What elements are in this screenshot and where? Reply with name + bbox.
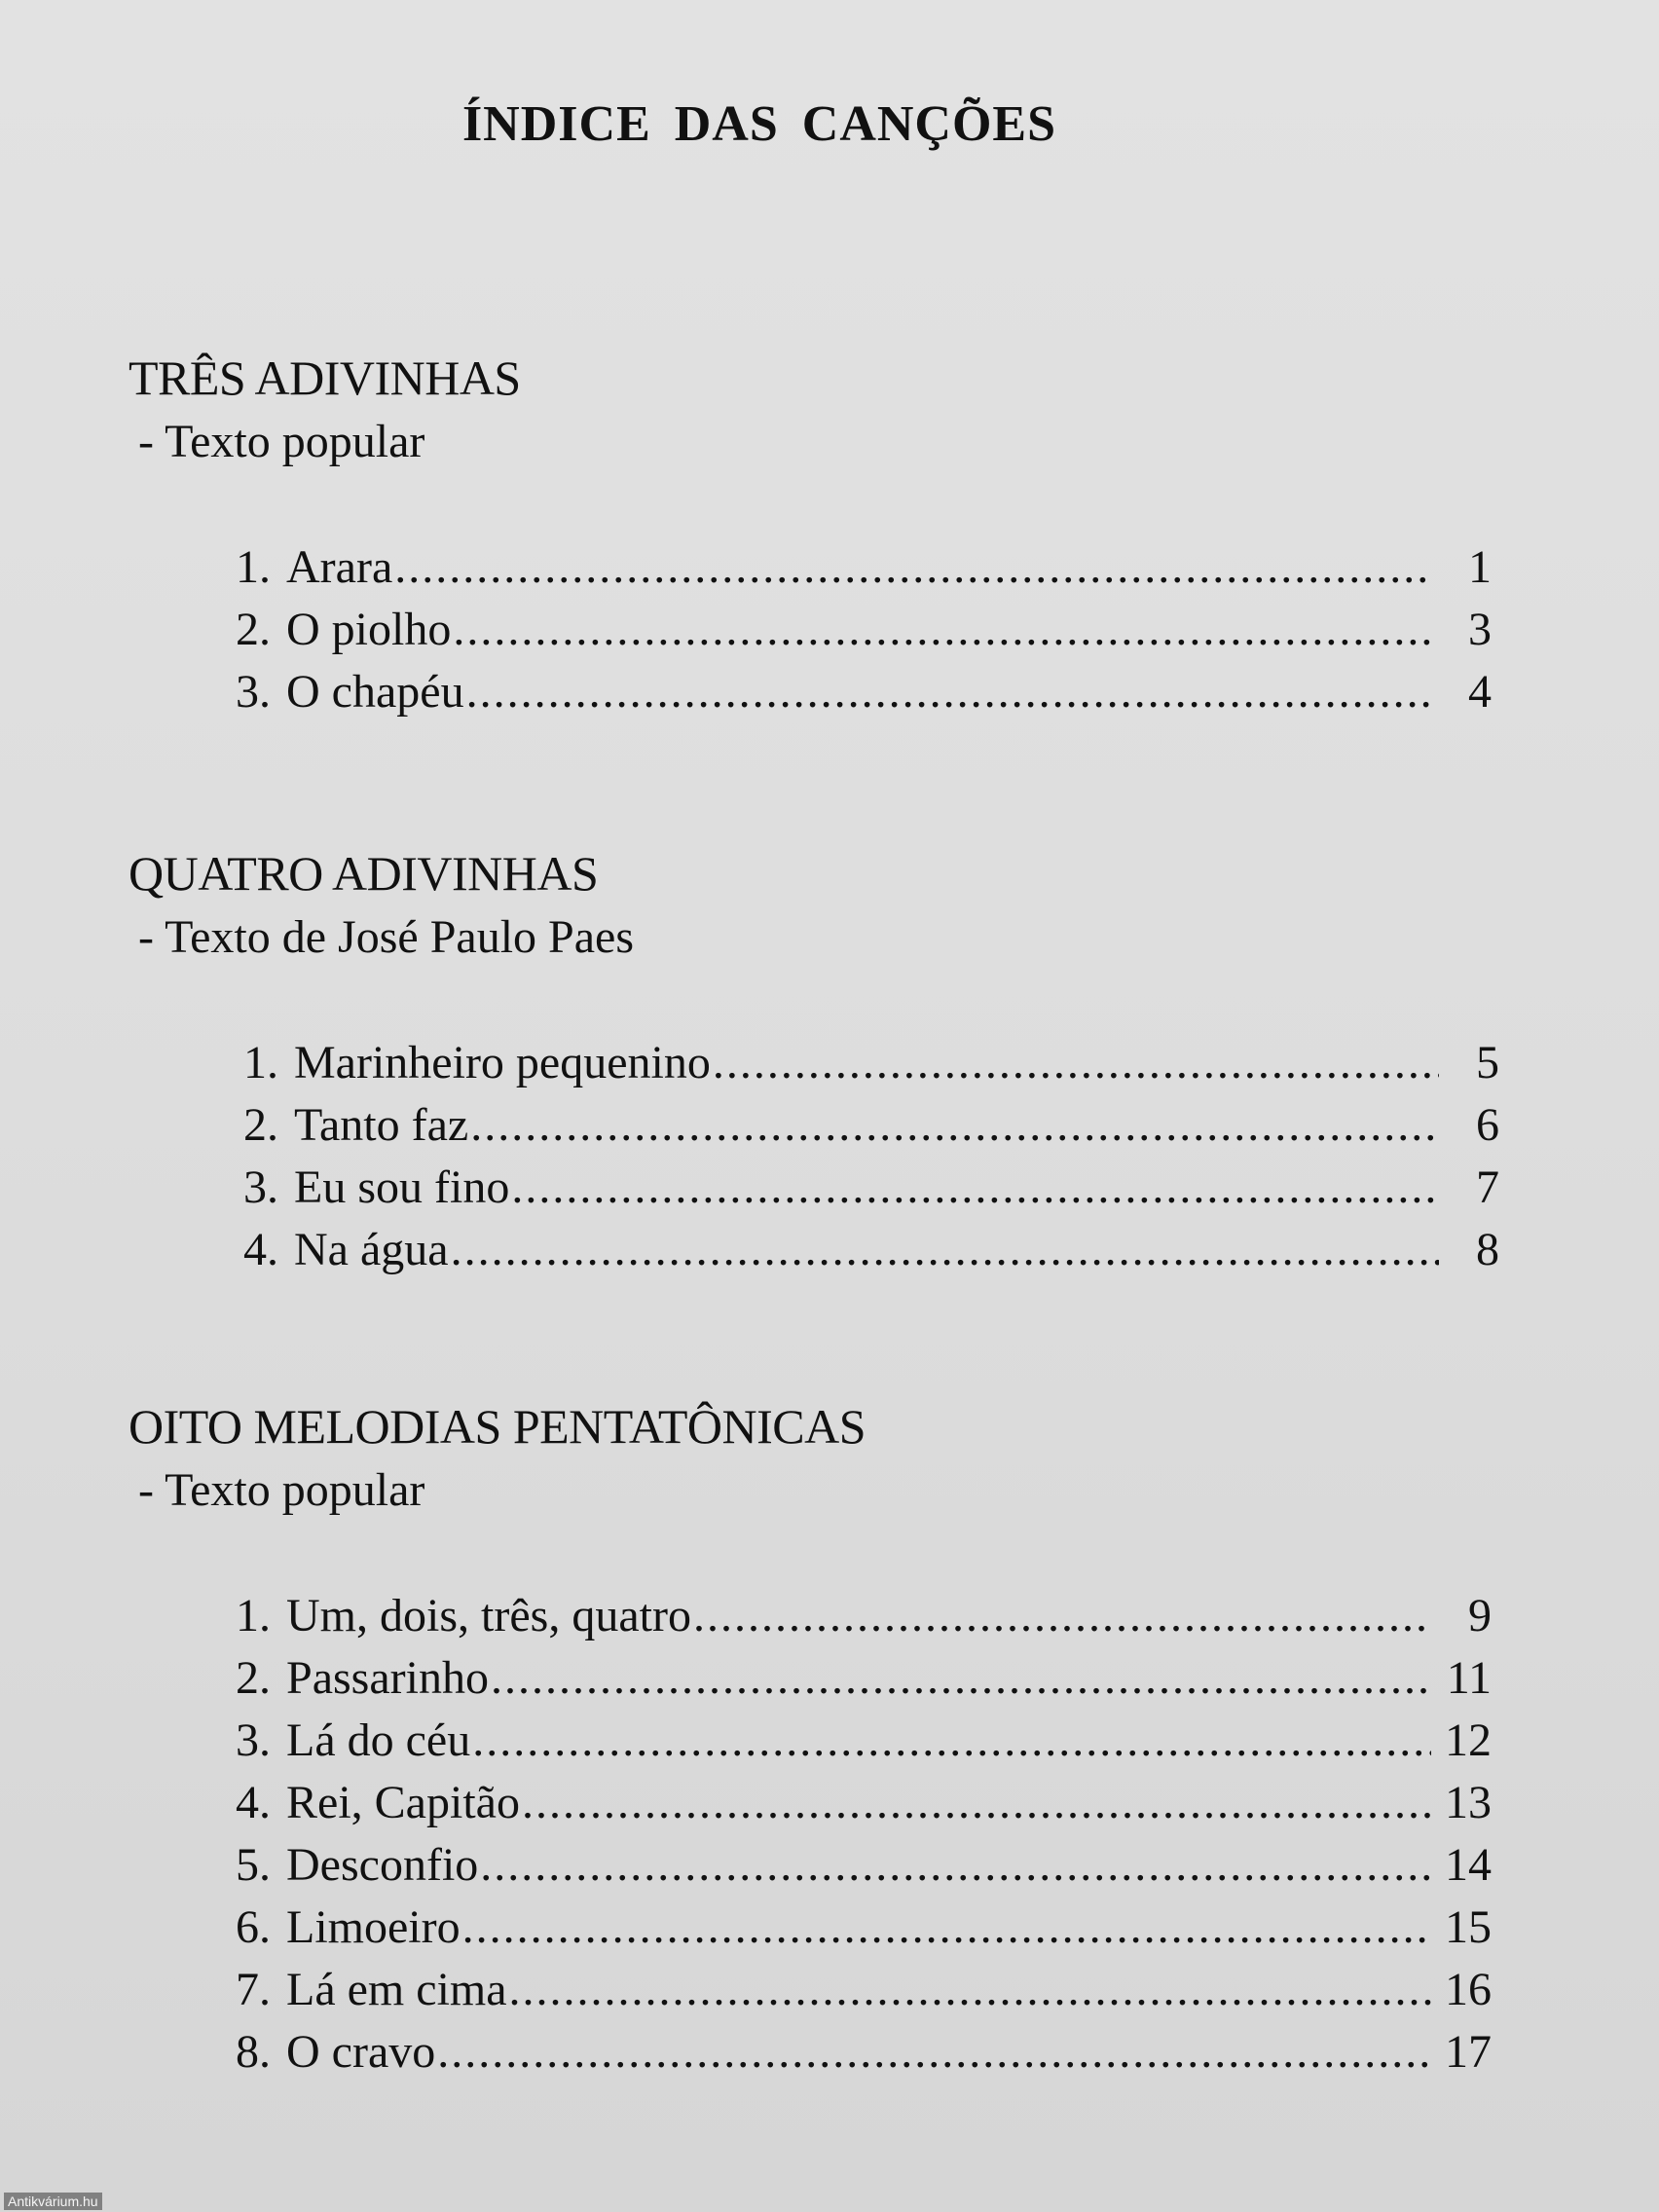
dot-leader: [491, 1647, 1431, 1710]
toc-entry: [236, 1585, 1492, 1647]
entry-page-number: 13: [1445, 1777, 1492, 1828]
entry-page-number: 7: [1476, 1161, 1499, 1213]
entry-number: 1.: [236, 1590, 271, 1641]
entry-number: 2.: [236, 604, 271, 655]
dot-leader: [462, 1897, 1431, 1959]
toc-entry: [243, 1157, 1499, 1219]
entry-number: 2.: [243, 1099, 278, 1151]
toc-entry: [236, 1710, 1492, 1772]
entry-label: Rei, Capitão: [286, 1777, 520, 1828]
entry-page-number: 9: [1468, 1590, 1492, 1641]
entry-label: O chapéu: [286, 666, 464, 718]
page-title: ÍNDICE DAS CANÇÕES: [461, 96, 1057, 152]
watermark: Antikvárium.hu: [4, 2193, 102, 2210]
entry-label: Na água: [294, 1224, 449, 1275]
entry-page-number: 14: [1445, 1839, 1492, 1891]
entry-label: O piolho: [286, 604, 452, 655]
entry-list: [236, 536, 1492, 723]
entry-label: O cravo: [286, 2026, 436, 2078]
entry-list: [243, 1032, 1499, 1281]
entry-page-number: 4: [1468, 666, 1492, 718]
entry-label: Tanto faz: [294, 1099, 469, 1151]
toc-entry: [243, 1032, 1499, 1094]
section-subtitle: - Texto popular: [138, 1464, 425, 1516]
entry-label: Eu sou fino: [294, 1161, 510, 1213]
dot-leader: [453, 599, 1431, 661]
entry-page-number: 17: [1445, 2026, 1492, 2078]
entry-page-number: 12: [1445, 1714, 1492, 1766]
toc-entry: [236, 1897, 1492, 1959]
dot-leader: [480, 1834, 1431, 1897]
entry-label: Passarinho: [286, 1652, 489, 1704]
entry-page-number: 8: [1476, 1224, 1499, 1275]
section-quatro-adivinhas: [129, 841, 1499, 1281]
entry-page-number: 16: [1445, 1964, 1492, 2015]
dot-leader: [394, 536, 1431, 599]
entry-label: Limoeiro: [286, 1901, 461, 1953]
entry-number: 6.: [236, 1901, 271, 1953]
section-title: OITO MELODIAS PENTATÔNICAS: [129, 1399, 866, 1454]
entry-page-number: 15: [1445, 1901, 1492, 1953]
entry-page-number: 3: [1468, 604, 1492, 655]
dot-leader: [522, 1772, 1431, 1834]
entry-number: 3.: [236, 1714, 271, 1766]
toc-entry: [236, 1959, 1492, 2021]
section-title: TRÊS ADIVINHAS: [129, 350, 521, 405]
section-oito-melodias: [129, 1394, 1492, 2083]
entry-label: Marinheiro pequenino: [294, 1037, 711, 1088]
toc-entry: [236, 599, 1492, 661]
toc-entry: [236, 1647, 1492, 1710]
dot-leader: [713, 1032, 1439, 1094]
dot-leader: [451, 1219, 1439, 1281]
entry-page-number: 5: [1476, 1037, 1499, 1088]
section-subtitle: - Texto de José Paulo Paes: [138, 911, 635, 963]
entry-number: 1.: [236, 541, 271, 593]
entry-number: 5.: [236, 1839, 271, 1891]
entry-label: Lá em cima: [286, 1964, 507, 2015]
dot-leader: [437, 2021, 1431, 2083]
entry-list: [236, 1585, 1492, 2083]
toc-entry: [243, 1094, 1499, 1157]
dot-leader: [509, 1959, 1431, 2021]
entry-page-number: 1: [1468, 541, 1492, 593]
toc-entry: [236, 1772, 1492, 1834]
dot-leader: [470, 1094, 1439, 1157]
entry-label: Lá do céu: [286, 1714, 471, 1766]
entry-number: 3.: [236, 666, 271, 718]
entry-label: Arara: [286, 541, 393, 593]
entry-number: 1.: [243, 1037, 278, 1088]
entry-label: Desconfio: [286, 1839, 479, 1891]
toc-entry: [243, 1219, 1499, 1281]
section-tres-adivinhas: [129, 346, 1492, 723]
toc-entry: [236, 1834, 1492, 1897]
dot-leader: [472, 1710, 1431, 1772]
entry-number: 7.: [236, 1964, 271, 2015]
entry-page-number: 6: [1476, 1099, 1499, 1151]
entry-number: 4.: [243, 1224, 278, 1275]
dot-leader: [466, 661, 1431, 723]
dot-leader: [511, 1157, 1439, 1219]
entry-label: Um, dois, três, quatro: [286, 1590, 691, 1641]
entry-number: 8.: [236, 2026, 271, 2078]
section-subtitle: - Texto popular: [138, 416, 425, 467]
entry-page-number: 11: [1446, 1652, 1492, 1704]
toc-entry: [236, 2021, 1492, 2083]
entry-number: 4.: [236, 1777, 271, 1828]
entry-number: 3.: [243, 1161, 278, 1213]
toc-entry: [236, 661, 1492, 723]
toc-entry: [236, 536, 1492, 599]
dot-leader: [693, 1585, 1431, 1647]
entry-number: 2.: [236, 1652, 271, 1704]
section-title: QUATRO ADIVINHAS: [129, 846, 599, 901]
